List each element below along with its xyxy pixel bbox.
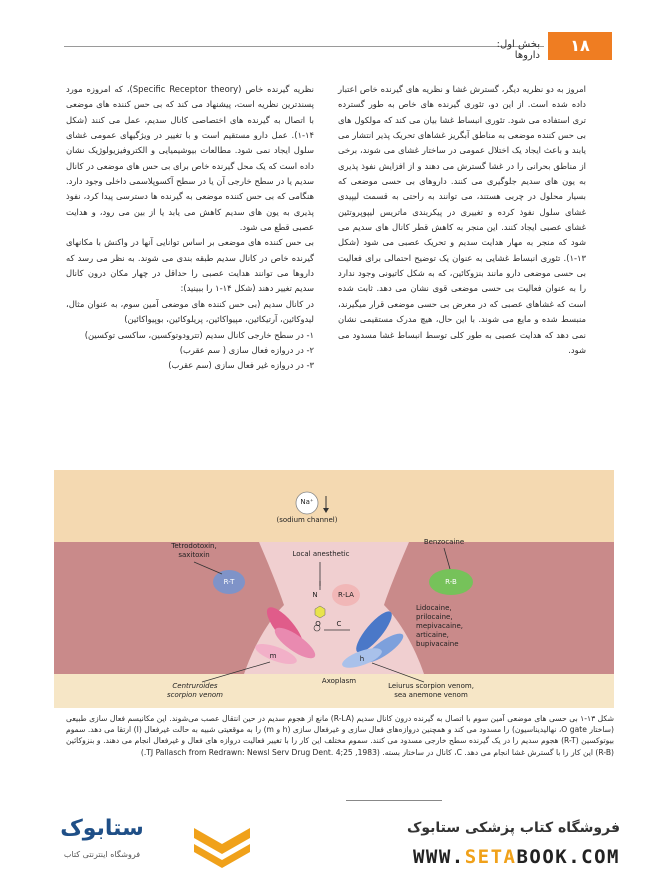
url-prefix: WWW. [412, 846, 465, 868]
benzocaine-label: Benzocaine [423, 538, 465, 546]
store-url[interactable] [338, 846, 620, 868]
influx-arrowhead [323, 508, 329, 513]
tetrodotoxin-label: Tetrodotoxin, saxitoxin [171, 542, 217, 559]
sodium-channel-label: (sodium channel) [276, 516, 338, 524]
centruroides-label: Centruroides scorpion venom [167, 682, 223, 699]
paragraph: امروز به دو نظریه دیگر، گسترش غشا و نظریه های گیرنده خاص اعتبار داده شده است. از این دو، تئوری گیرنده های خاص به طور گسترده تری استفاده می شود. تئوری انبساط غشا بیان می کند که مولکول های بی حس کننده موضعی به مناطق آبگریز غشاهای تحریک پذیر انتشار می یابند و باعث ایجاد یک اختلال عمومی در ساختار غشای می شوند، برخی از مناطق بحرانی را در غشا گسترش می دهند و از افزایش نفوذ پذیری به یون های سدیم جلوگیری می کنند. داروهای بی حسی موضعی که بسیار محلول در چربی هستند، می توانند به راحتی به قسمت لیپیدی غشای سلول نفوذ کرده و تغییری در پیکربندی ماتریس لیپوپروتئین غشای عصبی ایجاد کنند. این منجر به کاهش قطر کانال های سدیم می شود که منجر به مهار هدایت سدیم و تحریک عصبی می شود (شکل ۱۳-۱). تئوری انبساط غشایی به عنوان یک توضیح احتمالی برای فعالیت بی حسی موضعی دارو مانند بنزوکائین، که به شکل کاتیونی وجود ندارد را به عنوان فعالیت بی حسی موضعی قوی نشان می دهد. ثابت شده است که غشاهای عصبی که در معرض بی حسی موضعی قرار میگیرند، منبسط شده و مایع می شوند. با این حال، هیچ مدرک مستقیمی نشان نمی دهد که هدایت عصبی به طور کلی توسط انبساط غشا مسدود می شود. [338, 84, 586, 355]
n-label: N [312, 591, 318, 599]
rb-label: R-B [445, 578, 457, 586]
store-name: فروشگاه کتاب پزشکی ستابوک [407, 820, 620, 836]
footnote-rule [346, 800, 442, 801]
list-item: در کانال سدیم (بی حس کننده های موضعی آمین سوم، به عنوان مثال، لیدوکائین، آرتیکائین، مپیواکائین، پریلوکائین، بوپیواکائین) [66, 298, 314, 325]
section-title: بخش اول: داروها [496, 39, 540, 61]
rla-label: R-LA [338, 591, 354, 599]
right-column [338, 82, 586, 358]
page-number-box [548, 32, 612, 60]
paragraph: بی حس کننده های موضعی بر اساس توانایی آنها در واکنش با مکانهای گیرنده خاص در کانال سدیم طبقه بندی می شوند. به نظر می رسد که داروها می توانند هدایت عصبی را حداقل در چهار مکان درون کانال سدیم تغییر دهند (شکل ۱۴-۱ را ببینید): [66, 237, 314, 294]
logo-text: ستابوک [60, 816, 144, 841]
list-item: ۳- در دروازه غیر فعال سازی (سم عقرب) [168, 360, 314, 371]
sodium-ion-label: Na⁺ [300, 498, 314, 506]
list-item: ۱- در سطح خارجی کانال سدیم (تترودوتوکسین، ساکسی توکسین) [84, 329, 314, 340]
url-accent: SETA [464, 846, 517, 868]
i-label: I [318, 580, 322, 588]
left-column [66, 82, 314, 374]
c-label: C [336, 620, 342, 628]
figure-illustration [54, 470, 614, 708]
axoplasm-label: Axoplasm [321, 677, 357, 685]
page-header [0, 32, 663, 60]
logo-tagline: فروشگاه اینترنتی کتاب [63, 850, 141, 859]
m-label: m [269, 652, 277, 660]
rt-label: R-T [223, 578, 235, 586]
drug-list-label: Lidocaine, prilocaine, mepivacaine, articaine, bupivacaine [416, 604, 463, 648]
page-number: ۱۸ [570, 36, 590, 55]
book-logo-icon [192, 822, 252, 872]
sodium-channel-figure [54, 470, 614, 708]
url-suffix: BOOK.COM [516, 846, 620, 868]
list-item: ۲- در دروازه فعال سازی ( سم عقرب) [179, 344, 314, 355]
figure-caption: شکل ۱۳-۱ بی حسی های موضعی آمین سوم با اتصال به گیرنده درون کانال سدیم (R-LA) مانع از هجوم سدیم در حین انتقال عصب می‌شوند. این مکانیسم فعال سازی طبیعی (ساختار O gate، نهالیدیناسیون) را مسدود می کند و همچنین دروازه‌های فعال سازی و غیرفعال سازی (h و m) را به موقعیتی شبیه به حالت غیرفعال (I) ارتقا می دهد. سموم بیوتوکسین (R-T) هجوم سدیم را در یک گیرنده سطح خارجی مسدود می کنند. سموم مختلف این کار را با تغییر فعالیت دروازه های فعال و غیرفعال انجام می دهند. و بنزوکائین (R-B) این کار را با گسترش غشا انجام می دهد. C، کانال در ساختار بسته. (TJ Pallasch from Redrawn: Newsl Serv Drug Dent. 4;25 ,1983.) [66, 714, 615, 757]
h-label: h [359, 655, 365, 663]
local-anesthetic-label: Local anesthetic [292, 550, 350, 558]
paragraph: نظریه گیرنده خاص (Specific Receptor theory)، که امروزه مورد پسندترین نظریه است، پیشنهاد می کند که بی حس کننده های موضعی با اتصال به گیرنده های اختصاصی کانال سدیم، عمل می کنند (شکل ۱۴-۱). عمل دارو مستقیم است و با تغییر در ویژگیهای عمومی غشای سلول ایجاد نمی شود. مطالعات بیوشیمیایی و الکتروفیزیولوژیک نشان داده است که یک محل گیرنده خاص برای بی حس های موضعی در کانال سدیم یا در سطح خارجی آن یا در سطح آکسوپلاسمی داخلی وجود دارد. هنگامی که بی حس کننده موضعی به گیرنده ها دسترسی پیدا کرد، نفوذ پذیری به یون های سدیم کاهش می یابد یا از بین می رود، و هدایت عصبی قطع می شود. [66, 84, 314, 233]
leiurus-label: Leiurus scorpion venom, sea anemone venom [388, 682, 474, 699]
o-label: O [315, 620, 321, 628]
store-banner [0, 808, 663, 879]
bottom-fade [0, 765, 663, 805]
